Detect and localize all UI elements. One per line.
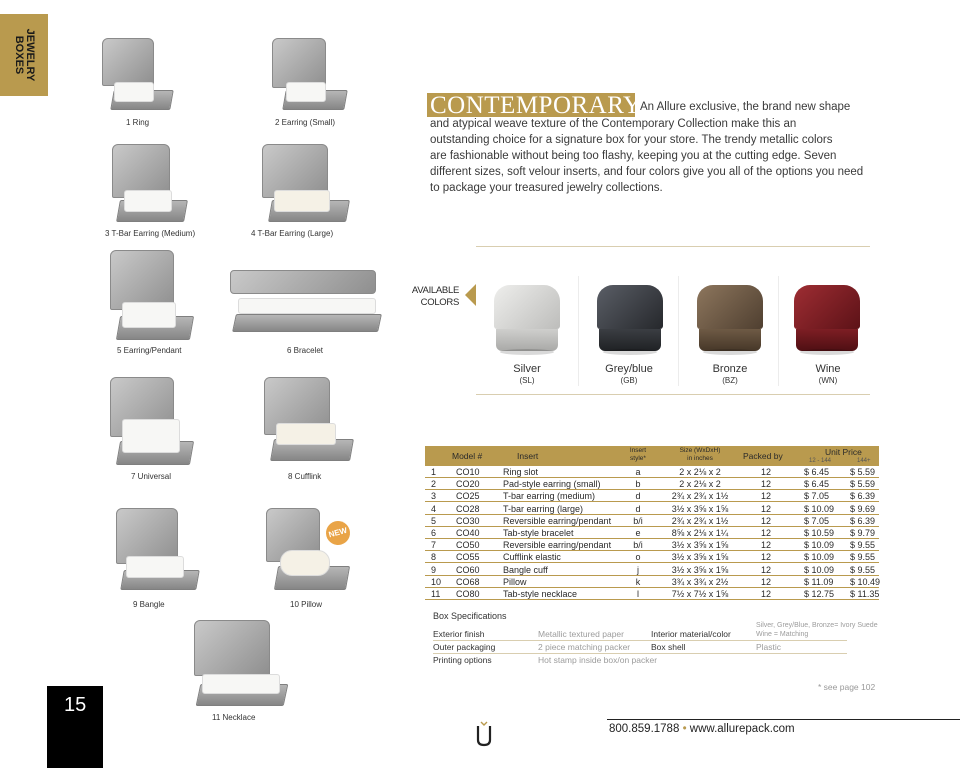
product-image-earring-pendant	[108, 250, 196, 342]
table-cell-model: CO50	[456, 540, 480, 551]
table-cell-insert: Tab-style bracelet	[503, 528, 574, 538]
table-cell-p2: $ 9.55	[850, 552, 876, 563]
product-image-necklace	[194, 620, 290, 712]
available-colors-label	[407, 285, 459, 309]
color-code: (SL)	[519, 376, 535, 385]
table-cell-model: CO40	[456, 528, 480, 538]
product-image-bangle	[114, 508, 202, 594]
table-cell-size: 3½ x 3⅝ x 1⅝	[671, 552, 729, 563]
available-colors-line2: COLORS	[420, 297, 459, 308]
page-number-block	[47, 686, 103, 768]
table-cell-size: 2¾ x 2¾ x 1½	[671, 491, 729, 502]
product-image-tbar-earring-large	[262, 144, 352, 226]
divider	[476, 394, 870, 395]
table-cell-packed: 12	[760, 589, 771, 599]
category-tab	[0, 14, 48, 96]
divider	[578, 276, 579, 386]
table-row	[425, 539, 879, 551]
table-cell-insert: Reversible earring/pendant	[503, 540, 612, 551]
table-cell-p1: $ 10.09	[804, 540, 835, 551]
spec-label: Box shell	[651, 642, 686, 652]
arrow-icon	[465, 284, 476, 306]
color-name: Bronze	[712, 363, 748, 375]
table-cell-n: 8	[431, 552, 437, 563]
table-row	[425, 466, 879, 478]
table-cell-packed: 12	[760, 467, 771, 477]
color-swatch-bronze	[697, 285, 763, 357]
table-cell-insert: Tab-style necklace	[503, 589, 578, 599]
collection-heading	[427, 92, 642, 119]
col-insert-style-2: style*	[630, 455, 646, 462]
table-cell-packed: 12	[760, 528, 771, 538]
product-image-ring	[100, 38, 176, 114]
category-tab-label: JEWELRY BOXES	[13, 28, 36, 82]
table-cell-insert: Bangle cuff	[503, 564, 548, 575]
table-cell-style: o	[635, 552, 641, 563]
table-row	[425, 527, 879, 539]
product-label: 2 Earring (Small)	[275, 118, 336, 127]
table-cell-p1: $ 11.09	[804, 576, 834, 587]
product-label: 9 Bangle	[133, 600, 165, 609]
table-cell-model: CO25	[456, 491, 480, 502]
table-cell-p2: $ 6.39	[850, 491, 876, 502]
table-cell-packed: 12	[760, 491, 771, 502]
table-cell-size: 3½ x 3⅝ x 1⅝	[671, 540, 729, 551]
table-cell-insert: Ring slot	[503, 467, 539, 477]
footer-phone: 800.859.1788	[609, 723, 680, 735]
footnote: * see page 102	[818, 682, 876, 692]
table-cell-n: 3	[431, 491, 437, 502]
table-cell-style: d	[635, 503, 641, 514]
product-label: 6 Bracelet	[287, 346, 324, 355]
table-cell-n: 1	[431, 467, 437, 477]
spec-value: 2 piece matching packer	[538, 642, 631, 652]
table-cell-size: 7½ x 7½ x 1⅝	[671, 589, 729, 599]
spec-value: Wine = Matching	[756, 631, 809, 638]
intro-text-first: An Allure exclusive, the brand new shape	[640, 101, 851, 113]
table-cell-style: j	[637, 564, 639, 575]
footer-contact	[609, 723, 795, 735]
table-cell-p1: $ 6.45	[804, 479, 830, 490]
table-cell-n: 11	[431, 589, 441, 599]
spec-label: Interior material/color	[651, 629, 731, 639]
product-label: 3 T-Bar Earring (Medium)	[105, 229, 196, 238]
table-cell-model: CO20	[456, 479, 480, 490]
spec-value: Silver, Grey/Blue, Bronze= Ivory Suede	[756, 622, 878, 629]
table-cell-p2: $ 10.49	[850, 576, 881, 587]
col-price: Unit Price	[825, 447, 862, 457]
page-number: 15	[64, 694, 87, 716]
table-cell-p2: $ 6.39	[850, 515, 876, 526]
col-insert: Insert	[517, 451, 539, 461]
table-cell-p2: $ 9.55	[850, 564, 876, 575]
allure-logo-icon	[473, 720, 495, 748]
table-cell-style: b/i	[633, 540, 643, 551]
product-image-bracelet	[230, 270, 382, 340]
table-cell-style: d	[635, 491, 641, 502]
spec-row	[433, 622, 878, 641]
color-code: (WN)	[818, 376, 838, 385]
spec-label: Outer packaging	[433, 642, 496, 652]
table-cell-n: 10	[431, 576, 442, 587]
product-label: 8 Cufflink	[288, 472, 322, 481]
table-cell-p2: $ 9.79	[850, 528, 876, 538]
color-name: Silver	[513, 363, 541, 375]
table-cell-insert: T-bar earring (medium)	[503, 491, 596, 502]
table-row	[425, 490, 879, 502]
intro-text-line: different sizes, soft velour inserts, and four colors give you all of the options you need	[430, 166, 864, 178]
table-cell-insert: Cufflink elastic	[503, 552, 561, 563]
table-cell-model: CO10	[456, 467, 480, 477]
table-cell-model: CO68	[456, 576, 480, 587]
table-cell-style: e	[635, 528, 641, 538]
product-label: 7 Universal	[131, 472, 172, 481]
table-cell-insert: Pad-style earring (small)	[503, 479, 601, 490]
intro-text-line: are fashionable without being too flashy, keeping you at the cutting edge. Seven	[430, 150, 837, 162]
divider	[476, 246, 870, 247]
spec-value: Metallic textured paper	[538, 629, 624, 639]
table-cell-packed: 12	[760, 540, 771, 551]
table-cell-packed: 12	[760, 552, 771, 563]
table-cell-p1: $ 10.09	[804, 503, 835, 514]
footer-website[interactable]: www.allurepack.com	[689, 723, 795, 735]
table-row	[425, 576, 879, 588]
spec-row	[433, 641, 847, 654]
table-row	[425, 478, 879, 490]
table-row	[425, 551, 879, 563]
color-name: Grey/blue	[605, 363, 653, 375]
table-cell-p2: $ 5.59	[850, 467, 876, 477]
divider	[678, 276, 679, 386]
table-cell-style: b	[635, 479, 641, 490]
table-cell-model: CO55	[456, 552, 480, 563]
table-cell-size: 3¾ x 3¾ x 2½	[671, 576, 729, 587]
product-image-cufflink	[264, 377, 356, 465]
product-label: 10 Pillow	[290, 600, 323, 609]
table-cell-insert: Pillow	[503, 576, 527, 587]
divider	[778, 276, 779, 386]
col-size-1: Size (WxDxH)	[679, 447, 721, 454]
product-image-universal	[110, 377, 196, 469]
color-code: (GB)	[620, 376, 638, 385]
table-cell-insert: T-bar earring (large)	[503, 503, 584, 514]
col-packed: Packed by	[743, 451, 783, 461]
table-cell-n: 4	[431, 503, 437, 514]
table-cell-style: l	[637, 589, 639, 599]
footer-separator: •	[682, 723, 687, 735]
color-code: (BZ)	[722, 376, 738, 385]
table-cell-model: CO28	[456, 503, 480, 514]
table-cell-p1: $ 10.09	[804, 552, 835, 563]
footer-rule	[607, 719, 960, 720]
table-cell-p1: $ 7.05	[804, 491, 830, 502]
color-swatch-silver	[494, 285, 560, 357]
spec-label: Exterior finish	[433, 629, 485, 639]
product-image-tbar-earring-medium	[110, 144, 188, 226]
table-header	[425, 446, 879, 466]
table-cell-n: 2	[431, 479, 437, 490]
table-cell-n: 7	[431, 540, 437, 551]
table-cell-p1: $ 10.09	[804, 564, 835, 575]
table-cell-p1: $ 7.05	[804, 515, 830, 526]
available-colors-line1: AVAILABLE	[411, 285, 459, 296]
new-badge: NEW	[323, 518, 352, 547]
spec-label: Printing options	[433, 655, 492, 665]
color-swatch-grey-blue	[597, 285, 663, 357]
table-cell-model: CO80	[456, 589, 480, 599]
table-cell-size: 3½ x 3⅝ x 1⅝	[671, 564, 729, 575]
table-cell-p2: $ 5.59	[850, 479, 876, 490]
intro-text-line: to package your treasured jewelry collections.	[430, 182, 663, 194]
table-cell-p2: $ 11.35	[850, 589, 880, 599]
table-cell-n: 6	[431, 528, 437, 538]
intro-text-line: outstanding choice for a signature box for your store. The trendy metallic colors	[430, 134, 833, 146]
table-cell-style: k	[635, 576, 641, 587]
table-cell-size: 3½ x 3⅝ x 1⅝	[671, 503, 729, 514]
table-cell-p1: $ 12.75	[804, 589, 835, 599]
color-name: Wine	[815, 363, 841, 375]
spec-row	[433, 654, 847, 667]
table-cell-p2: $ 9.55	[850, 540, 876, 551]
col-size-2: in inches	[687, 455, 713, 462]
table-cell-n: 9	[431, 564, 437, 575]
col-price-tier2: 144+	[857, 458, 871, 464]
product-label: 5 Earring/Pendant	[117, 346, 182, 355]
table-cell-size: 2 x 2⅛ x 2	[679, 467, 721, 477]
table-row	[425, 588, 879, 600]
color-swatch-wine	[794, 285, 860, 357]
product-image-earring-small	[272, 38, 348, 114]
intro-text-line: and atypical weave texture of the Contemporary Collection make this an	[430, 118, 797, 130]
table-cell-style: a	[635, 467, 641, 477]
table-cell-style: b/i	[633, 515, 643, 526]
table-cell-model: CO60	[456, 564, 480, 575]
spec-value: Hot stamp inside box/on packer	[538, 655, 658, 665]
table-cell-p1: $ 6.45	[804, 467, 830, 477]
table-cell-packed: 12	[760, 503, 771, 514]
spec-value: Plastic	[756, 642, 782, 652]
table-cell-size: 2¾ x 2¾ x 1½	[671, 515, 729, 526]
product-label: 11 Necklace	[212, 713, 256, 722]
table-row	[425, 564, 879, 576]
table-cell-n: 5	[431, 515, 437, 526]
table-cell-insert: Reversible earring/pendant	[503, 515, 612, 526]
table-cell-packed: 12	[760, 564, 771, 575]
collection-title: CONTEMPORARY	[430, 92, 642, 119]
product-label: 4 T-Bar Earring (Large)	[251, 229, 334, 238]
table-row	[425, 515, 879, 527]
table-cell-packed: 12	[760, 515, 771, 526]
table-cell-p1: $ 10.59	[804, 528, 835, 538]
specs-title: Box Specifications	[433, 611, 507, 621]
col-price-tier1: 12 - 144	[809, 458, 832, 464]
table-cell-model: CO30	[456, 515, 480, 526]
product-label: 1 Ring	[126, 118, 150, 127]
col-insert-style-1: Insert	[629, 447, 647, 454]
table-row	[425, 503, 879, 515]
table-cell-p2: $ 9.69	[850, 503, 876, 514]
table-cell-packed: 12	[760, 576, 771, 587]
table-cell-size: 2 x 2⅛ x 2	[679, 479, 721, 490]
col-model: Model #	[452, 451, 483, 461]
table-cell-packed: 12	[760, 479, 771, 490]
table-cell-size: 8⅝ x 2⅛ x 1¼	[671, 528, 729, 538]
